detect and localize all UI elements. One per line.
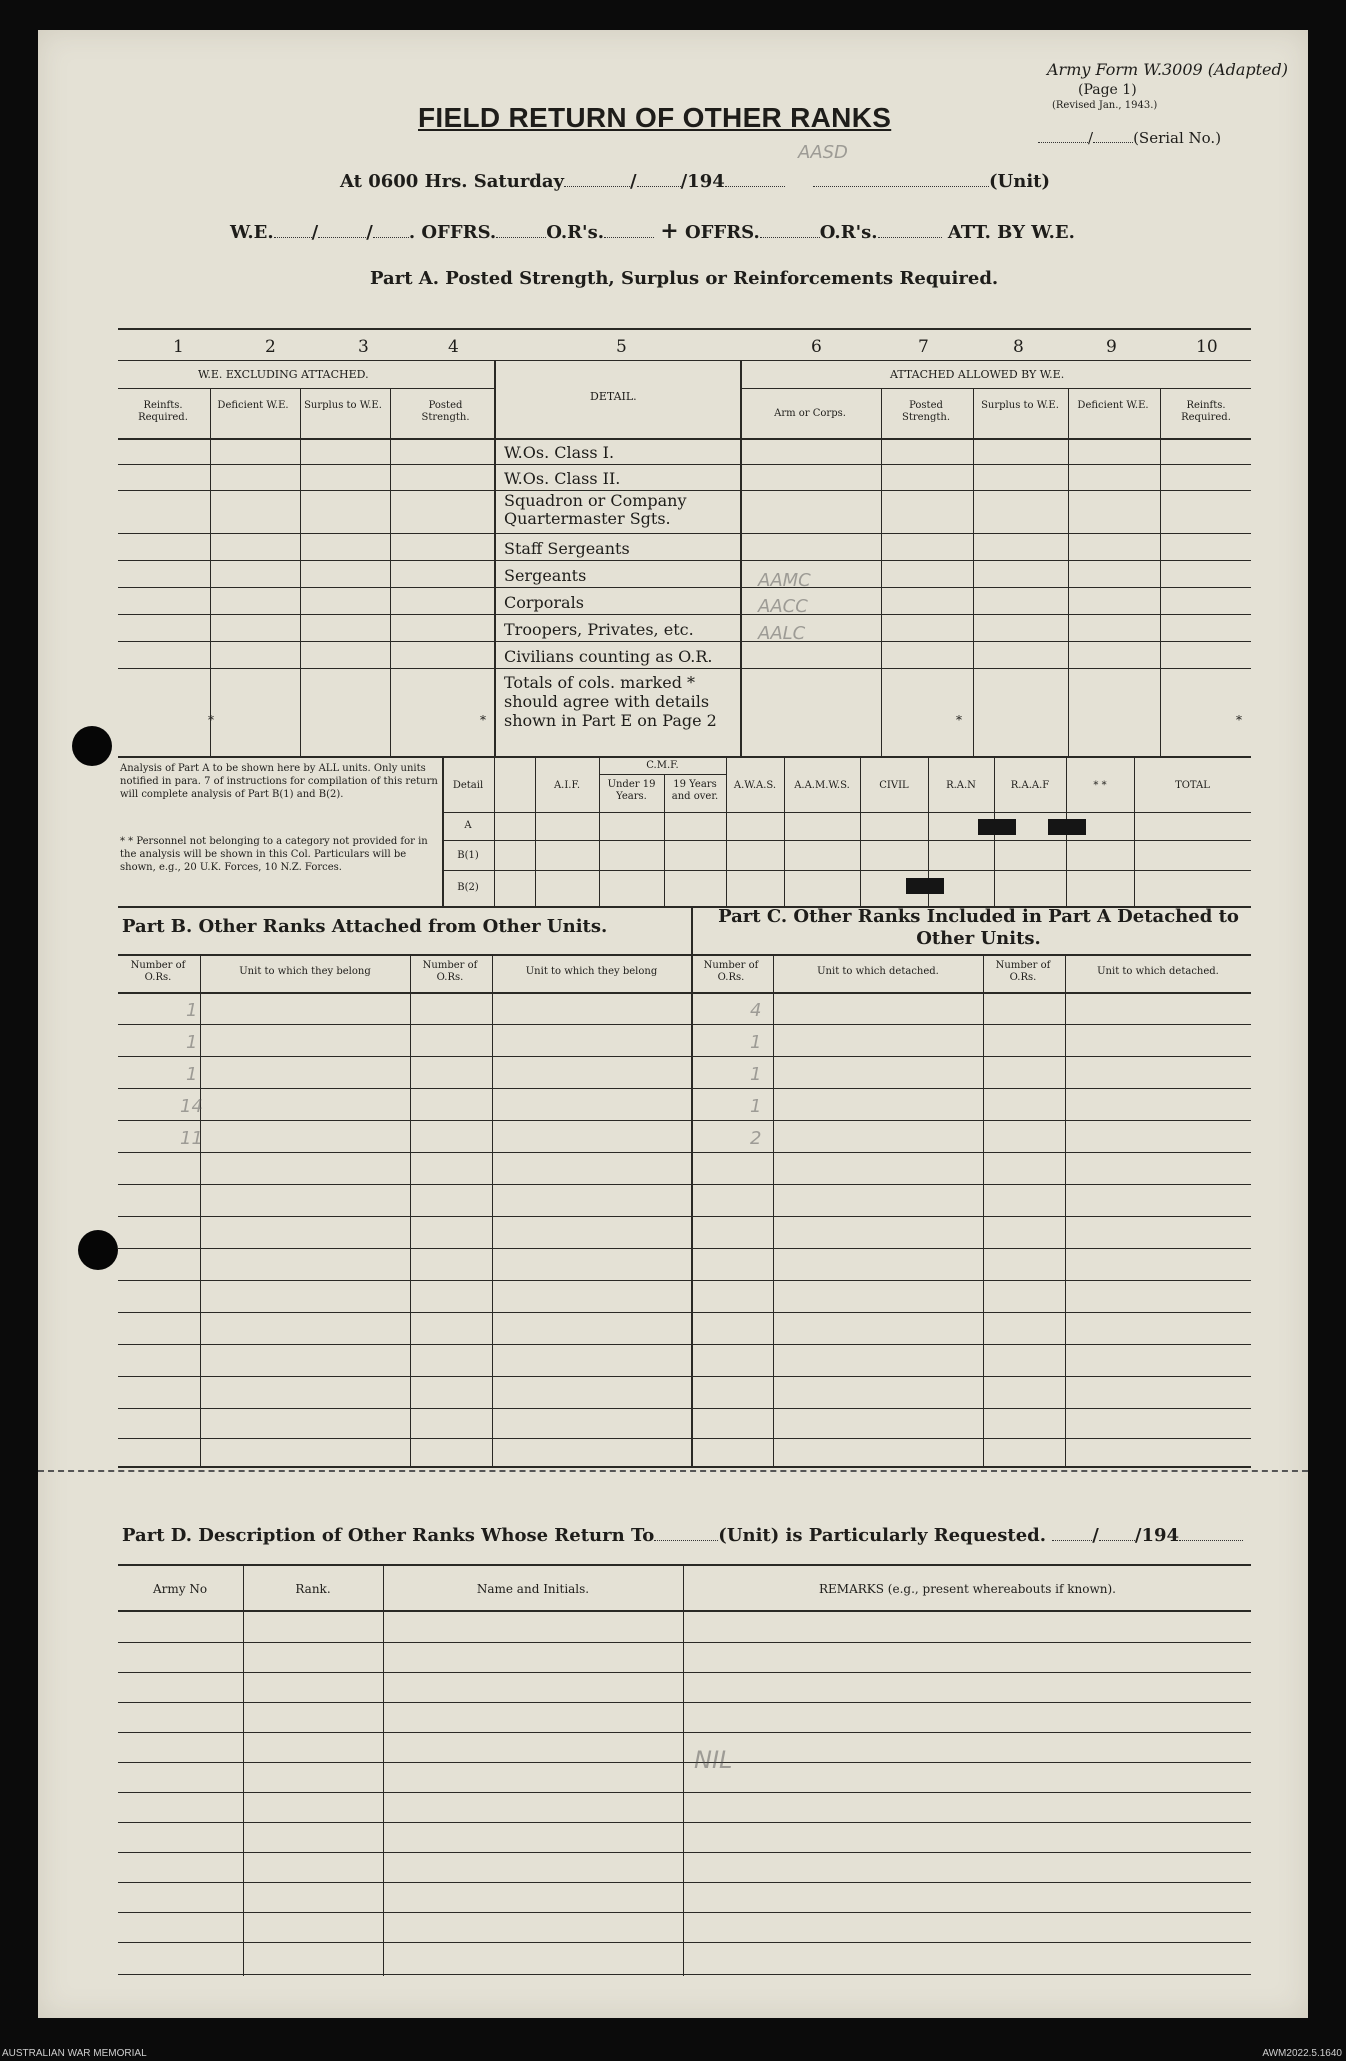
row-line <box>118 587 1251 588</box>
col-line <box>535 756 536 906</box>
row-line <box>118 1248 1251 1249</box>
row-line <box>118 360 1251 361</box>
row-sergeants: Sergeants <box>504 566 587 585</box>
row-staff-sergeants: Staff Sergeants <box>504 539 630 558</box>
hdr-deficient-r: Deficient W.E. <box>1077 400 1149 411</box>
col-line <box>881 388 882 756</box>
row-line <box>118 641 1251 642</box>
d-name: Name and Initials. <box>476 1582 590 1596</box>
hdr-surplus: Surplus to W.E. <box>304 400 382 411</box>
row-wo-class-2: W.Os. Class II. <box>504 469 621 488</box>
col-line <box>740 360 742 756</box>
footer-right: AWM2022.5.1640 <box>1262 2048 1342 2059</box>
col-line <box>383 1564 384 1976</box>
handwriting: AALC <box>758 623 806 644</box>
col-line <box>1160 388 1161 756</box>
part-a-bottom <box>118 756 1251 758</box>
c-hw-5: 2 <box>750 1128 762 1149</box>
redaction <box>978 819 1016 835</box>
row-line <box>118 1344 1251 1345</box>
header-bottom <box>118 438 1251 440</box>
row-line <box>118 1732 1251 1733</box>
col-line <box>492 954 493 1466</box>
ors-label: O.R's. <box>546 222 604 243</box>
part-d-year: 194 <box>1141 1525 1180 1546</box>
att-label: ATT. BY W.E. <box>947 222 1075 243</box>
row-line <box>118 1120 1251 1121</box>
bc-header-bottom <box>118 992 1251 994</box>
row-line <box>118 560 1251 561</box>
at-hours: At 0600 Hrs. Saturday <box>340 171 565 192</box>
col-line <box>494 360 496 756</box>
star: * <box>1236 713 1242 727</box>
row-line <box>118 1152 1251 1153</box>
hdr-deficient: Deficient W.E. <box>217 400 289 411</box>
row-line <box>118 1408 1251 1409</box>
c-hw-2: 1 <box>750 1032 762 1053</box>
plus-sign: + <box>660 218 679 244</box>
col-line <box>1134 756 1135 906</box>
perforation-line <box>38 1470 1308 1472</box>
hdr-arm-corps: Arm or Corps. <box>774 408 846 419</box>
handwriting-unit: AASD <box>798 142 848 163</box>
part-d-title-b: (Unit) is Particularly Requested. <box>718 1525 1047 1546</box>
revised-date: (Revised Jan., 1943.) <box>1052 100 1158 111</box>
page-title: FIELD RETURN OF OTHER RANKS <box>418 102 892 133</box>
col-line <box>243 1564 244 1976</box>
page-number: (Page 1) <box>1078 82 1137 98</box>
row-line <box>118 1438 1251 1439</box>
col-line <box>683 1564 684 1976</box>
col-3: 3 <box>358 337 369 357</box>
part-d-title: Part D. Description of Other Ranks Whose Return To (Unit) is Particularly Requested. / /194 <box>122 1524 1243 1546</box>
an-cmf: C.M.F. <box>646 760 679 771</box>
c-unit-1: Unit to which detached. <box>817 966 939 977</box>
col-line <box>410 954 411 1466</box>
part-a-title: Part A. Posted Strength, Surplus or Reinforcements Required. <box>370 268 999 289</box>
row-troopers: Troopers, Privates, etc. <box>504 620 694 639</box>
offrs-label: OFFRS. <box>421 222 497 243</box>
hdr-reinfts-r: Reinfts. Required. <box>1181 400 1231 423</box>
col-line <box>200 954 201 1466</box>
b-hw-4: 14 <box>180 1096 203 1117</box>
redaction <box>906 878 944 894</box>
an-detail: Detail <box>452 780 484 791</box>
analysis-note-2: * * Personnel not belonging to a category not provided for in the analysis will be shown in this Col. Particulars will be shown, e.g., 20 U.K. Forces, 10 N.Z. Forces. <box>120 836 428 873</box>
row-line <box>118 1024 1251 1025</box>
b-num-ors-2: Number of O.Rs. <box>422 960 478 983</box>
col-line <box>1065 954 1066 1466</box>
redaction <box>1048 819 1086 835</box>
row-line <box>118 1882 1251 1883</box>
row-qm-sgts: Squadron or Company Quartermaster Sgts. <box>504 491 687 528</box>
col-line <box>973 388 974 756</box>
col-4: 4 <box>448 337 459 357</box>
row-line <box>118 1822 1251 1823</box>
row-line <box>118 614 1251 615</box>
row-line <box>118 1792 1251 1793</box>
col-line <box>983 954 984 1466</box>
handwriting: AACC <box>758 596 808 617</box>
hdr-posted-r: Posted Strength. <box>901 400 951 423</box>
header-line-2: W.E. / / . OFFRS. O.R's. + OFFRS. O.R's. ATT. BY W.E. <box>230 218 1075 244</box>
c-hw-1: 4 <box>750 1000 762 1021</box>
star: * <box>208 713 214 727</box>
an-ran: R.A.N <box>946 780 976 791</box>
b-unit-2: Unit to which they belong <box>525 966 658 977</box>
an-under19: Under 19 Years. <box>607 779 656 802</box>
row-line <box>118 1942 1251 1943</box>
part-b-title: Part B. Other Ranks Attached from Other Units. <box>122 916 608 937</box>
col-line <box>300 388 301 756</box>
row-line <box>442 840 1251 841</box>
an-stars: * * <box>1093 780 1107 791</box>
part-d-top <box>118 1564 1251 1566</box>
col-5: 5 <box>616 337 627 357</box>
b-hw-3: 1 <box>186 1064 198 1085</box>
row-line <box>442 812 1251 813</box>
col-9: 9 <box>1106 337 1117 357</box>
an-raaf: R.A.A.F <box>1010 780 1050 791</box>
col-line <box>210 388 211 756</box>
star: * <box>480 713 486 727</box>
an-total: TOTAL <box>1175 780 1210 791</box>
we-excluding-label: W.E. EXCLUDING ATTACHED. <box>198 368 369 381</box>
b-hw-5: 11 <box>180 1128 203 1149</box>
row-line <box>118 1912 1251 1913</box>
row-line <box>118 668 1251 669</box>
offrs-label-2: OFFRS. <box>684 222 760 243</box>
header-line-1: At 0600 Hrs. Saturday / /194 (Unit) <box>340 171 1051 192</box>
hdr-surplus-r: Surplus to W.E. <box>981 400 1059 411</box>
col-line <box>860 756 861 906</box>
form-sheet <box>38 30 1308 2018</box>
footer-left: AUSTRALIAN WAR MEMORIAL <box>2 2048 147 2059</box>
unit-label: (Unit) <box>989 171 1051 192</box>
serial-label: (Serial No.) <box>1133 129 1222 147</box>
c-num-ors-2: Number of O.Rs. <box>995 960 1051 983</box>
col-line <box>726 756 727 906</box>
part-d-title-a: Part D. Description of Other Ranks Whose Return To <box>122 1525 655 1546</box>
star: * <box>956 713 962 727</box>
col-7: 7 <box>918 337 929 357</box>
row-line <box>118 1672 1251 1673</box>
serial-no: / (Serial No.) <box>1038 126 1221 147</box>
row-line <box>118 1974 1251 1975</box>
c-hw-4: 1 <box>750 1096 762 1117</box>
an-row-b1: B(1) <box>457 850 479 861</box>
col-2: 2 <box>265 337 276 357</box>
row-civilians: Civilians counting as O.R. <box>504 647 713 666</box>
col-line <box>784 756 785 906</box>
row-line <box>118 1642 1251 1643</box>
d-army-no: Army No <box>152 1582 208 1596</box>
bc-bottom <box>118 1466 1251 1468</box>
row-line <box>118 1280 1251 1281</box>
row-line <box>118 1762 1251 1763</box>
part-d-header-bottom <box>118 1610 1251 1612</box>
row-line <box>118 1312 1251 1313</box>
handwriting: AAMC <box>758 570 811 591</box>
an-row-b2: B(2) <box>457 882 479 893</box>
d-rank: Rank. <box>295 1582 331 1596</box>
row-line <box>118 1852 1251 1853</box>
c-num-ors-1: Number of O.Rs. <box>703 960 759 983</box>
punch-hole <box>78 1230 118 1270</box>
b-hw-1: 1 <box>186 1000 198 1021</box>
b-unit-1: Unit to which they belong <box>239 966 371 977</box>
b-num-ors-1: Number of O.Rs. <box>130 960 186 983</box>
an-awas: A.W.A.S. <box>733 780 777 791</box>
hdr-reinfts: Reinfts. Required. <box>138 400 188 423</box>
analysis-note-1: Analysis of Part A to be shown here by ALL units. Only units notified in para. 7 of instructions for compilation of this return will complete analysis of Part B(1) and B(2). <box>120 763 438 800</box>
row-wo-class-1: W.Os. Class I. <box>504 443 615 462</box>
c-hw-3: 1 <box>750 1064 762 1085</box>
row-line <box>118 1702 1251 1703</box>
b-hw-2: 1 <box>186 1032 198 1053</box>
an-civil: CIVIL <box>879 780 909 791</box>
nil-handwriting: NIL <box>694 1746 733 1774</box>
part-c-header-top <box>691 954 1251 956</box>
part-a-top-border <box>118 328 1251 330</box>
an-aif: A.I.F. <box>553 780 581 791</box>
row-line <box>118 1056 1251 1057</box>
punch-hole <box>72 726 112 766</box>
col-line <box>773 954 774 1466</box>
attached-allowed-label: ATTACHED ALLOWED BY W.E. <box>890 368 1065 381</box>
row-line <box>118 1216 1251 1217</box>
row-line <box>740 388 1251 389</box>
row-line <box>118 388 494 389</box>
hdr-posted: Posted Strength. <box>421 400 470 423</box>
row-line <box>118 1184 1251 1185</box>
an-over19: 19 Years and over. <box>671 779 719 802</box>
an-row-a: A <box>464 820 472 831</box>
col-line <box>494 756 495 906</box>
col-line <box>390 388 391 756</box>
row-corporals: Corporals <box>504 593 584 612</box>
col-1: 1 <box>173 337 184 357</box>
d-remarks: REMARKS (e.g., present whereabouts if known). <box>819 1582 1116 1596</box>
year-194: 194 <box>687 171 725 192</box>
row-line <box>599 774 726 775</box>
an-aamws: A.A.M.W.S. <box>794 780 850 791</box>
row-line <box>118 1088 1251 1089</box>
col-10: 10 <box>1196 337 1218 357</box>
bc-divider <box>691 906 693 1466</box>
row-line <box>118 1376 1251 1377</box>
detail-header: DETAIL. <box>590 390 637 403</box>
row-line <box>442 870 1251 871</box>
row-line <box>118 464 1251 465</box>
col-6: 6 <box>811 337 822 357</box>
part-b-header-top <box>118 954 691 956</box>
part-c-title: Part C. Other Ranks Included in Part A Detached to Other Units. <box>718 906 1239 949</box>
col-8: 8 <box>1013 337 1024 357</box>
col-line <box>1068 388 1069 756</box>
ors-label-2: O.R's. <box>819 222 878 243</box>
we-label: W.E. <box>230 222 274 243</box>
row-totals: Totals of cols. marked * should agree with details shown in Part E on Page 2 <box>504 673 717 730</box>
c-unit-2: Unit to which detached. <box>1097 966 1219 977</box>
row-line <box>118 533 1251 534</box>
form-id: Army Form W.3009 (Adapted) <box>1046 60 1288 79</box>
